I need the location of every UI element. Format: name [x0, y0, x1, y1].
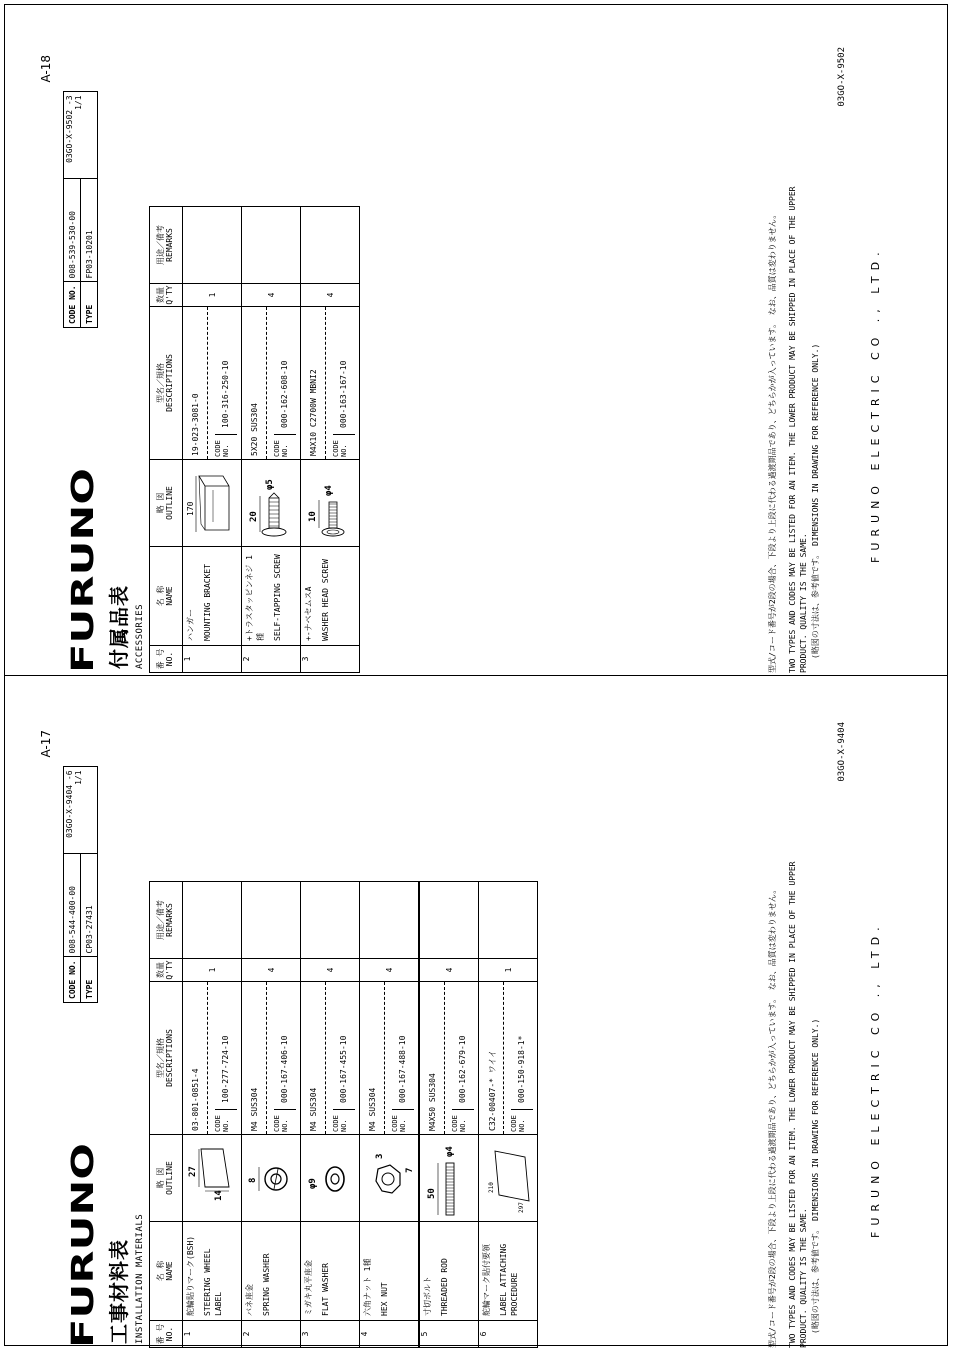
- note-jp: 型式/コード番号が2段の場合、下段より上段に代わる過渡期品であり、どちらかが入っています。 なお、品質は変わりません。: [768, 885, 777, 1348]
- dim-label: 20: [249, 511, 259, 522]
- code-label: CODE NO.: [452, 1109, 474, 1134]
- item-spec: M4X50 SUS304: [428, 1073, 437, 1131]
- item-remarks: [183, 207, 242, 284]
- code-label: CODE NO.: [333, 434, 355, 459]
- table-row: [301, 882, 360, 1348]
- table-row: [242, 882, 301, 1348]
- item-no: 3: [301, 646, 360, 673]
- page-title: 工事材料表: [107, 1239, 131, 1344]
- outline-mounting-bracket: [183, 460, 242, 547]
- table-row: [242, 207, 301, 673]
- col-outline: 略 図 OUTLINE: [150, 1135, 183, 1222]
- table-row: [183, 207, 242, 673]
- code-label: CODE NO.: [333, 1109, 355, 1134]
- col-remarks: 用途／備考 REMARKS: [150, 882, 183, 959]
- item-remarks: [360, 882, 420, 959]
- doc-number: 03GO-X-9502: [837, 47, 847, 107]
- item-remarks: [301, 882, 360, 959]
- note-dimensions: (略図の寸法は、参考値です。 DIMENSIONS IN DRAWING FOR REFERENCE ONLY.): [810, 343, 820, 659]
- item-qty: 4: [301, 959, 360, 982]
- item-description: [301, 982, 360, 1135]
- col-descriptions: 型名／規格 DESCRIPTIONS: [150, 307, 183, 460]
- type-value: FP03-10201: [81, 179, 98, 282]
- item-description: [360, 982, 420, 1135]
- item-name: +-ナベセムスA WASHER HEAD SCREW: [301, 547, 360, 646]
- outline-threaded-rod: [419, 1135, 479, 1222]
- code-label: CODE NO.: [274, 434, 296, 459]
- item-code: 000-167-455-10: [339, 1035, 348, 1103]
- code-label: CODE NO.: [215, 434, 237, 459]
- furuno-logo: [66, 1138, 101, 1348]
- dim-label: φ4: [324, 485, 334, 496]
- page-number: A-17: [39, 730, 53, 758]
- dim-label: 7: [405, 1167, 415, 1173]
- col-outline: 略 図 OUTLINE: [150, 460, 183, 547]
- item-remarks: [242, 882, 301, 959]
- item-qty: 4: [242, 959, 301, 982]
- item-remarks: [183, 882, 242, 959]
- dim-label: 50: [427, 1188, 437, 1199]
- rotated-page: [37, 708, 917, 1348]
- item-name: ミガキ丸平座金 FLAT WASHER: [301, 1222, 360, 1321]
- dim-label: 170: [186, 501, 195, 516]
- page-count: 1/1: [74, 770, 83, 785]
- item-code: 100-316-250-10: [221, 360, 230, 428]
- item-remarks: [242, 207, 301, 284]
- dim-label: 297: [518, 1202, 525, 1213]
- note-en-2: PRODUCT. QUALITY IS THE SAME.: [799, 1208, 809, 1348]
- item-qty: 1: [183, 284, 242, 307]
- rotated-page: [37, 33, 917, 673]
- item-spec: M4 SUS304: [250, 1087, 259, 1131]
- col-no: 番 号 NO.: [150, 646, 183, 673]
- dim-label: φ5: [265, 479, 275, 490]
- dim-label: 10: [308, 511, 318, 522]
- item-description: [419, 982, 479, 1135]
- item-description: [301, 307, 360, 460]
- furuno-logo: [66, 463, 101, 673]
- col-no: 番 号 NO.: [150, 1321, 183, 1348]
- item-code: 100-277-724-10: [221, 1035, 230, 1103]
- item-code: 000-167-488-10: [398, 1035, 407, 1103]
- col-name: 名 称 NAME: [150, 547, 183, 646]
- item-name: 寸切ボルト THREADED ROD: [419, 1222, 479, 1321]
- type-label: TYPE: [81, 282, 98, 328]
- item-code: 000-150-918-1*: [517, 1035, 526, 1103]
- item-qty: 4: [301, 284, 360, 307]
- item-remarks: [419, 882, 479, 959]
- table-row: [183, 882, 242, 1348]
- table-row: [479, 882, 538, 1348]
- outline-washer-head-screw: [301, 460, 360, 547]
- outline-spring-washer: [242, 1135, 301, 1222]
- code-no-label: CODE NO.: [64, 957, 81, 1003]
- item-no: 1: [183, 1321, 242, 1348]
- outline-hex-nut: [360, 1135, 420, 1222]
- table-row: [301, 207, 360, 673]
- type-value: CP03-27431: [81, 854, 98, 957]
- note-en-2: PRODUCT. QUALITY IS THE SAME.: [799, 533, 809, 673]
- col-descriptions: 型名／規格 DESCRIPTIONS: [150, 982, 183, 1135]
- logo-text: FURUNO: [66, 530, 101, 673]
- dim-label: 14: [214, 1190, 224, 1201]
- item-remarks: [479, 882, 538, 959]
- code-no-value: 008-544-400-00: [64, 854, 81, 957]
- item-no: 1: [183, 646, 242, 673]
- col-qty: 数量 Q'TY: [150, 959, 183, 982]
- item-qty: 4: [419, 959, 479, 982]
- item-name: 舵輪マーク貼付要領 LABEL ATTACHING PROCEDURE: [479, 1222, 538, 1321]
- dim-label: 27: [188, 1166, 198, 1177]
- item-qty: 4: [360, 959, 420, 982]
- item-no: 3: [301, 1321, 360, 1348]
- item-spec: M4 SUS304: [309, 1087, 318, 1131]
- code-no-value: 008-539-530-00: [64, 179, 81, 282]
- dim-label: φ9: [308, 1178, 318, 1189]
- item-qty: 4: [242, 284, 301, 307]
- parts-table: [149, 206, 360, 673]
- item-spec: M4 SUS304: [368, 1087, 377, 1131]
- dim-label: 3: [375, 1153, 385, 1159]
- footer-notes: [767, 33, 821, 673]
- col-name: 名 称 NAME: [150, 1222, 183, 1321]
- code-label: CODE NO.: [274, 1109, 296, 1134]
- note-en-1: TWO TYPES AND CODES MAY BE LISTED FOR AN ITEM. THE LOWER PRODUCT MAY BE SHIPPED IN PLACE OF THE UPPER: [787, 861, 797, 1348]
- note-en-1: TWO TYPES AND CODES MAY BE LISTED FOR AN ITEM. THE LOWER PRODUCT MAY BE SHIPPED IN PLACE OF THE UPPER: [787, 186, 797, 673]
- header-block: [63, 766, 98, 1003]
- item-no: 5: [419, 1321, 479, 1348]
- page-title: 付属品表: [107, 585, 131, 669]
- code-label: CODE NO.: [511, 1109, 533, 1134]
- item-name: 六角ナット 1種 HEX NUT: [360, 1222, 420, 1321]
- doc-ref-cell: [64, 92, 98, 179]
- note-jp: 型式/コード番号が2段の場合、下段より上段に代わる過渡期品であり、どちらかが入っています。 なお、品質は変わりません。: [768, 210, 777, 673]
- page-subtitle: ACCESSORIES: [135, 603, 145, 669]
- item-remarks: [301, 207, 360, 284]
- item-name: 舵輪貼りマーク(BSH) STEERING WHEEL LABEL: [183, 1222, 242, 1321]
- dim-label: φ4: [445, 1146, 455, 1157]
- item-qty: 1: [479, 959, 538, 982]
- code-label: CODE NO.: [392, 1109, 414, 1134]
- table-header: [150, 882, 183, 1348]
- item-no: 4: [360, 1321, 420, 1348]
- item-description: [242, 982, 301, 1135]
- table-header: [150, 207, 183, 673]
- col-qty: 数量 Q'TY: [150, 284, 183, 307]
- item-code: 000-163-167-10: [339, 360, 348, 428]
- item-description: [479, 982, 538, 1135]
- item-code: 000-162-679-10: [458, 1035, 467, 1103]
- dim-label: 8: [248, 1177, 258, 1183]
- outline-steering-wheel-label: [183, 1135, 242, 1222]
- item-description: [242, 307, 301, 460]
- item-qty: 1: [183, 959, 242, 982]
- item-name: バネ座金 SPRING WASHER: [242, 1222, 301, 1321]
- item-no: 6: [479, 1321, 538, 1348]
- doc-number: 03GO-X-9404: [837, 722, 847, 782]
- col-remarks: 用途／備考 REMARKS: [150, 207, 183, 284]
- item-description: [183, 982, 242, 1135]
- table-row: [419, 882, 479, 1348]
- company-name: FURUNO ELECTRIC CO ., LTD.: [869, 921, 882, 1238]
- type-label: TYPE: [81, 957, 98, 1003]
- header-block: [63, 91, 98, 328]
- note-dimensions: (略図の寸法は、参考値です。 DIMENSIONS IN DRAWING FOR REFERENCE ONLY.): [810, 1018, 820, 1334]
- item-spec: M4X10 C2700W MBNI2: [309, 369, 318, 456]
- doc-ref: 03GO-X-9502 -3: [65, 95, 74, 163]
- item-spec: C32-00407-* ワイイ: [488, 1049, 497, 1131]
- company-name: FURUNO ELECTRIC CO ., LTD.: [869, 246, 882, 563]
- page-installation-materials: [0, 675, 954, 1350]
- item-no: 2: [242, 646, 301, 673]
- table-row: [360, 882, 420, 1348]
- item-name: ハンガー MOUNTING BRACKET: [183, 547, 242, 646]
- item-code: 000-167-406-10: [280, 1035, 289, 1103]
- item-name: +トラスタッピンネジ 1種 SELF-TAPPING SCREW: [242, 547, 301, 646]
- logo-text: FURUNO: [66, 1205, 101, 1348]
- item-no: 2: [242, 1321, 301, 1348]
- item-spec: 5X20 SUS304: [250, 403, 259, 456]
- parts-table: [149, 881, 538, 1348]
- footer-notes: [767, 708, 821, 1348]
- outline-flat-washer: [301, 1135, 360, 1222]
- dim-label: 210: [488, 1182, 495, 1193]
- outline-self-tapping-screw: [242, 460, 301, 547]
- item-code: 000-162-608-10: [280, 360, 289, 428]
- page-subtitle: INSTALLATION MATERIALS: [135, 1213, 145, 1344]
- doc-ref-cell: [64, 767, 98, 854]
- page-count: 1/1: [74, 95, 83, 110]
- doc-ref: 03GO-X-9404 -6: [65, 770, 74, 838]
- page-number: A-18: [39, 55, 53, 83]
- item-spec: 19-023-3081-0: [191, 393, 200, 456]
- item-spec: 03-801-0851-4: [191, 1068, 200, 1131]
- code-label: CODE NO.: [215, 1109, 237, 1134]
- code-no-label: CODE NO.: [64, 282, 81, 328]
- item-description: [183, 307, 242, 460]
- outline-label-procedure: [479, 1135, 538, 1222]
